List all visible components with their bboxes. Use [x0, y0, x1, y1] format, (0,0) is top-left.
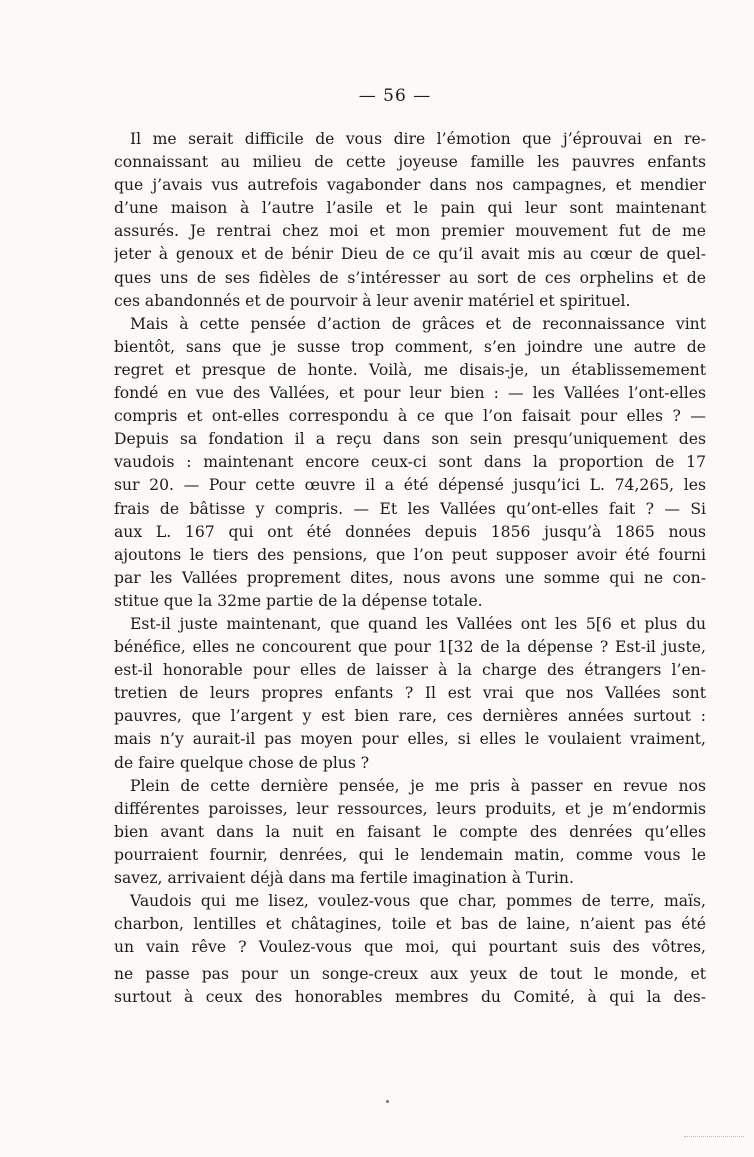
text-line: compris et ont-elles correspondu à ce que l’on faisait pour elles ? —: [114, 407, 706, 426]
text-line: ces abandonnés et de pourvoir à leur avenir matériel et spirituel.: [114, 291, 631, 310]
text-line: Plein de cette dernière pensée, je me pris à passer en revue nos: [130, 776, 706, 795]
text-line: bientôt, sans que je susse trop comment, s’en joindre une autre de: [114, 337, 706, 356]
page-number: — 56 —: [358, 86, 432, 106]
text-line: un vain rêve ? Voulez-vous que moi, qui pourtant suis des vôtres,: [114, 938, 706, 957]
text-line: Mais à cette pensée d’action de grâces et de reconnaissance vint: [130, 314, 706, 333]
text-line: stitue que la 32me partie de la dépense totale.: [114, 591, 483, 610]
text-line: bien avant dans la nuit en faisant le compte des denrées qu’elles: [114, 822, 706, 841]
text-line: Il me serait difficile de vous dire l’émotion que j’éprouvai en re-: [130, 130, 706, 148]
text-line: surtout à ceux des honorables membres du Comité, à qui la des-: [114, 988, 706, 1007]
text-line: bénéfice, elles ne concourent que pour 1[32 de la dépense ? Est-il juste,: [114, 638, 706, 657]
text-line: assurés. Je rentrai chez moi et mon premier mouvement fut de me: [114, 222, 706, 241]
text-line: Est-il juste maintenant, que quand les Vallées ont les 5[6 et plus du: [130, 614, 706, 633]
text-line: différentes paroisses, leur ressources, leurs produits, et je m’endormis: [114, 799, 706, 818]
text-line: mais n’y aurait-il pas moyen pour elles, si elles le voulaient vraiment,: [114, 730, 706, 749]
text-line: que j’avais vus autrefois vagabonder dans nos campagnes, et mendier: [114, 176, 706, 195]
text-line: Depuis sa fondation il a reçu dans son sein presqu’uniquement des: [114, 430, 706, 449]
text-line: d’une maison à l’autre l’asile et le pain qui leur sont maintenant: [114, 199, 706, 218]
text-line: connaissant au milieu de cette joyeuse famille les pauvres enfants: [114, 153, 706, 172]
scan-mark: [684, 1136, 744, 1143]
text-line: de faire quelque chose de plus ?: [114, 753, 370, 772]
text-line: regret et presque de honte. Voilà, me disais-je, un établissemement: [114, 360, 706, 379]
text-line: frais de bâtisse y compris. — Et les Vallées qu’ont-elles fait ? — Si: [114, 499, 706, 518]
text-line: ajoutons le tiers des pensions, que l’on peut supposer avoir été fourni: [114, 545, 706, 564]
text-line: jeter à genoux et de bénir Dieu de ce qu’il avait mis au cœur de quel-: [114, 245, 706, 264]
text-line: tretien de leurs propres enfants ? Il est vrai que nos Vallées sont: [114, 684, 706, 703]
text-line: vaudois : maintenant encore ceux-ci sont dans la proportion de 17: [114, 453, 706, 472]
text-line: aux L. 167 qui ont été données depuis 1856 jusqu’à 1865 nous: [114, 522, 706, 541]
body-text: [114, 128, 706, 1010]
text-line: Vaudois qui me lisez, voulez-vous que char, pommes de terre, maïs,: [130, 892, 706, 911]
text-line: charbon, lentilles et châtagines, toile et bas de laine, n’aient pas été: [114, 915, 706, 934]
text-line: sur 20. — Pour cette œuvre il a été dépensé jusqu’ici L. 74,265, les: [114, 476, 706, 495]
text-line: est-il honorable pour elles de laisser à la charge des étrangers l’en-: [114, 661, 706, 680]
text-line: savez, arrivaient déjà dans ma fertile imagination à Turin.: [114, 869, 574, 887]
text-line: pauvres, que l’argent y est bien rare, ces dernières années surtout :: [114, 707, 706, 726]
text-line: ne passe pas pour un songe-creux aux yeux de tout le monde, et: [114, 965, 706, 984]
text-line: pourraient fournir, denrées, qui le lendemain matin, comme vous le: [114, 845, 706, 864]
text-line: par les Vallées proprement dites, nous avons une somme qui ne con-: [114, 568, 706, 587]
text-line: fondé en vue des Vallées, et pour leur bien : — les Vallées l’ont-elles: [114, 384, 706, 403]
text-line: ques uns de ses fidèles de s’intéresser au sort de ces orphelins et de: [114, 268, 706, 287]
scan-speck: [386, 1100, 389, 1103]
